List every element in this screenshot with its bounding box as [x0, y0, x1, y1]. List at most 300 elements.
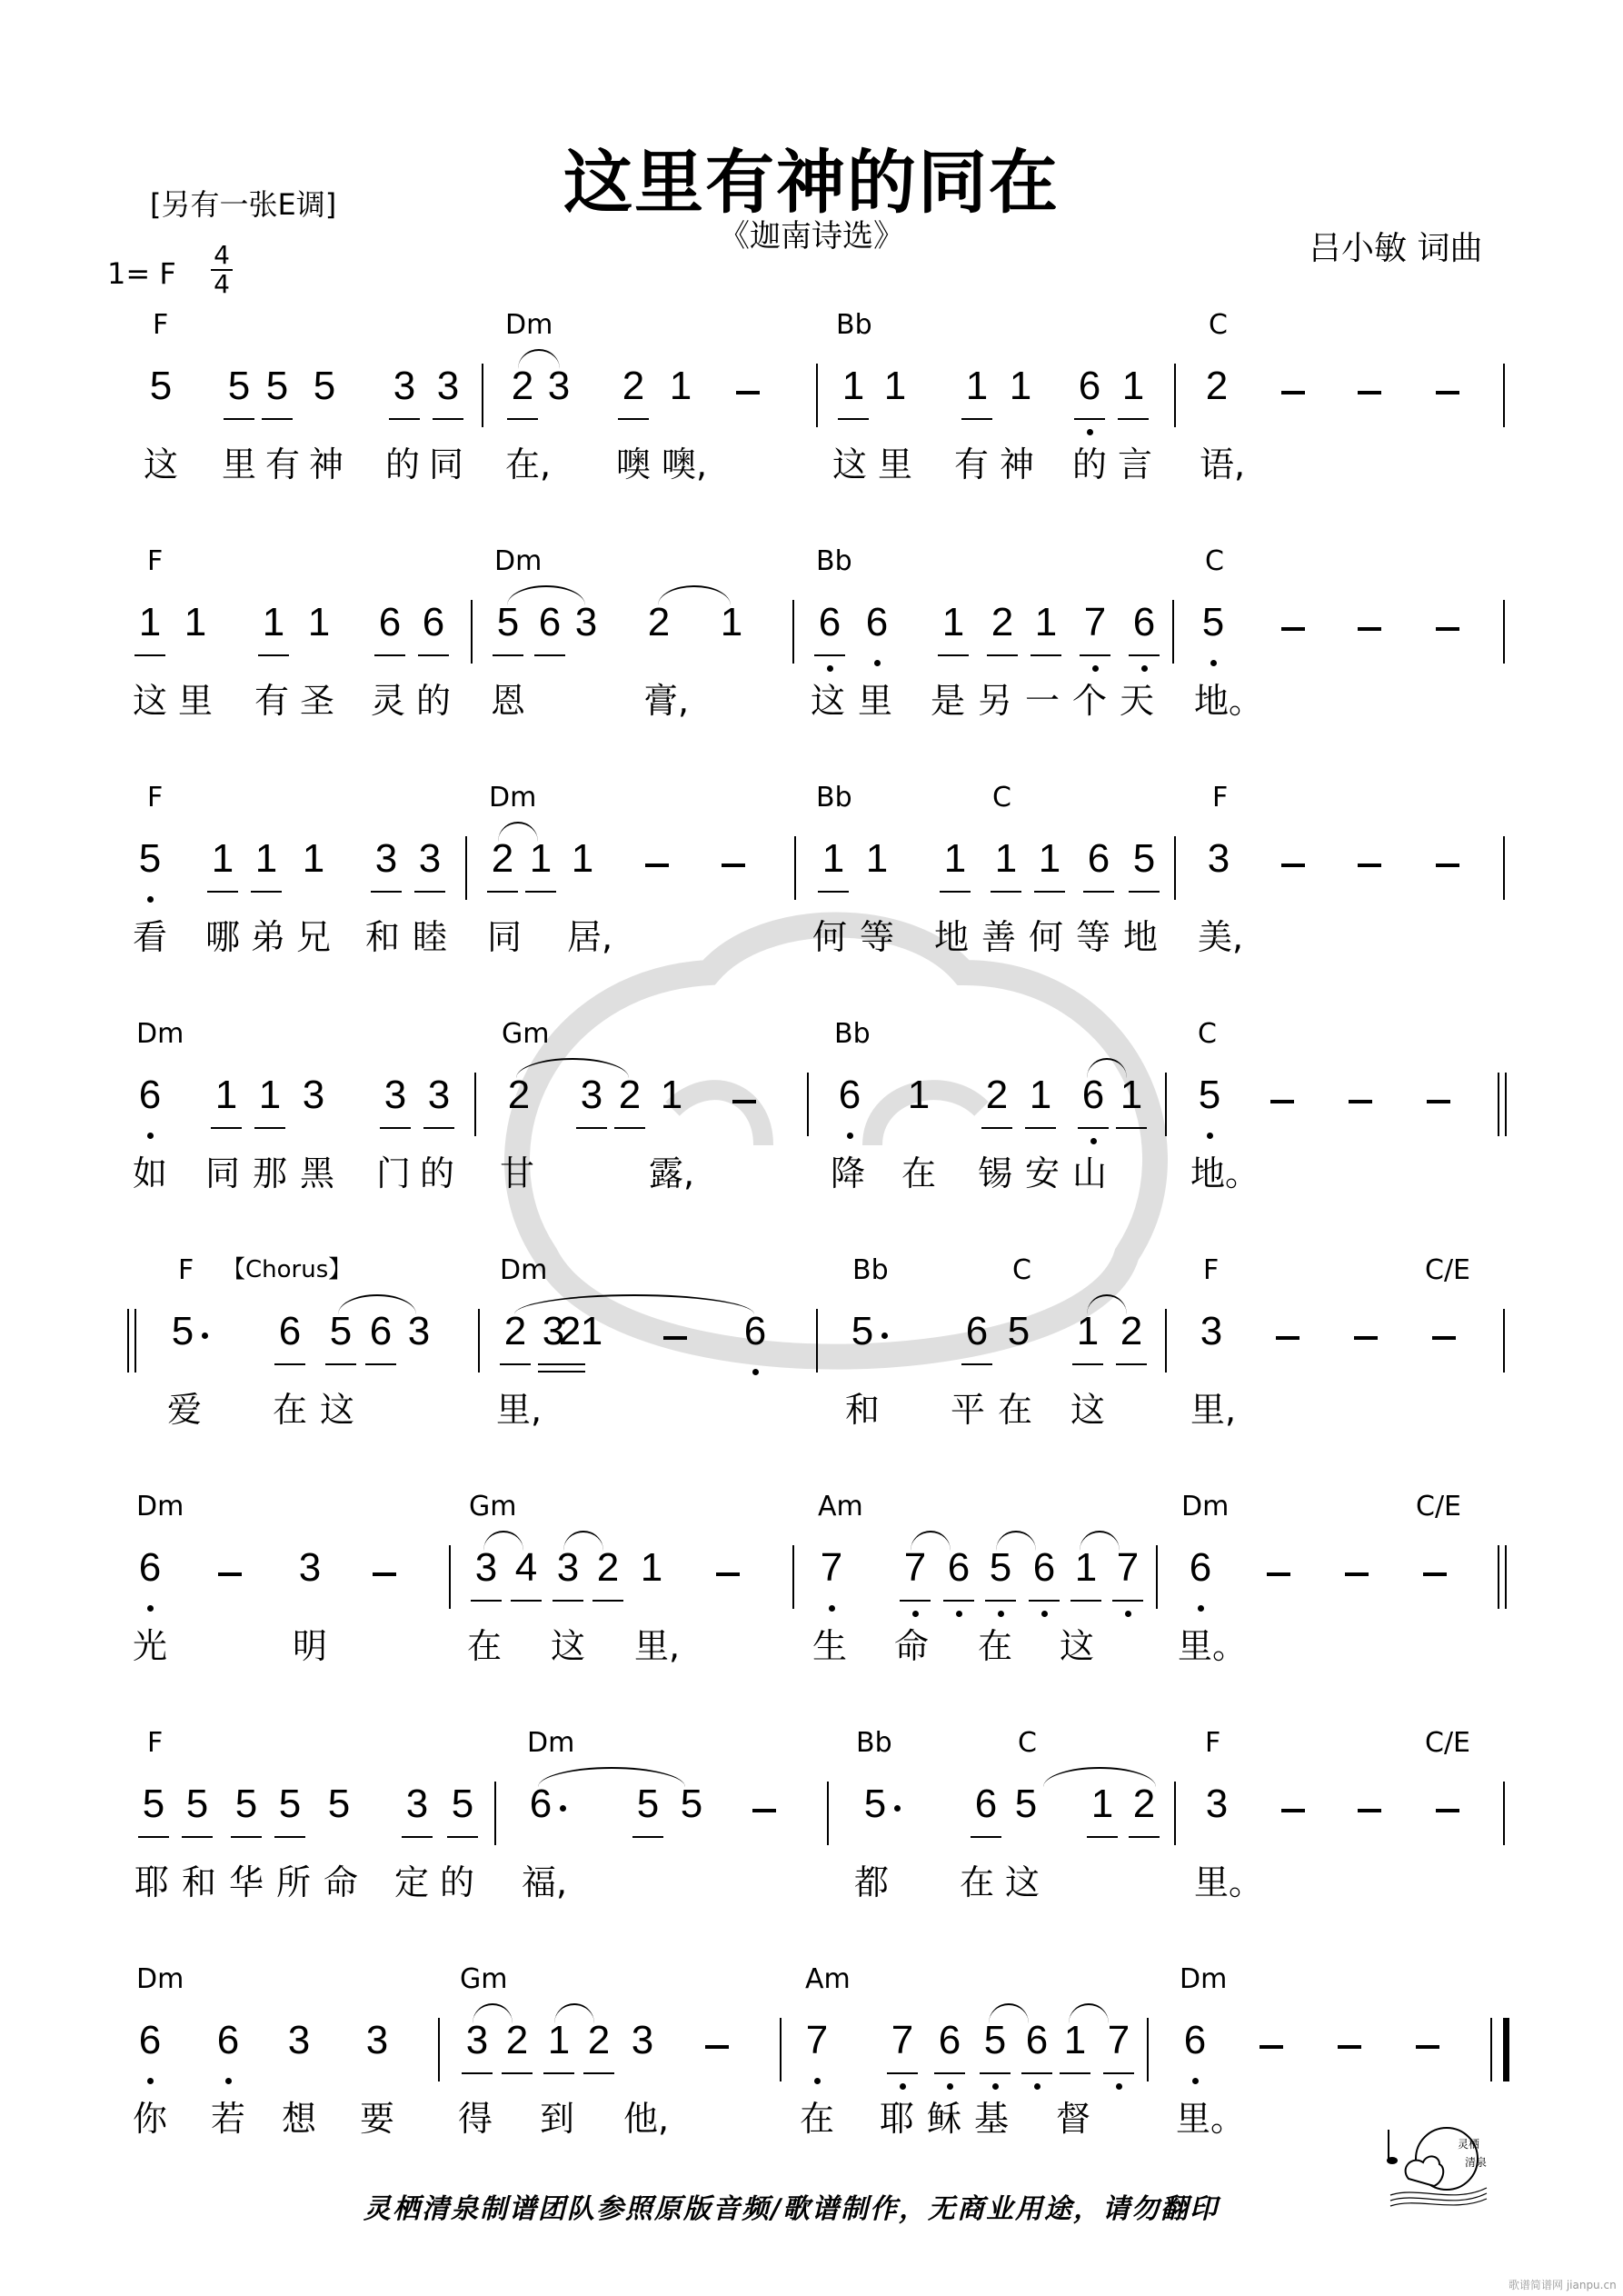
- notes: [0, 836, 1623, 918]
- sustain-dash: [1276, 1336, 1299, 1340]
- note: 6: [1085, 836, 1112, 882]
- note: 3: [631, 2018, 654, 2062]
- lyric-syllable: 露,: [649, 1153, 695, 1193]
- lyric-syllable: 同: [487, 917, 523, 957]
- sustain-dash: [732, 1100, 756, 1103]
- notes: [0, 1782, 1623, 1863]
- chord: Dm: [136, 1491, 184, 1522]
- sustain-dash: [1338, 2045, 1361, 2049]
- note: 6: [742, 1309, 769, 1354]
- chord: Dm: [489, 782, 537, 814]
- note: 1: [571, 836, 594, 881]
- chord: F: [1205, 1727, 1221, 1759]
- barline: [780, 2018, 782, 2081]
- note: 6: [836, 1073, 863, 1118]
- note: 1: [580, 1309, 603, 1353]
- lyric-syllable: 督: [1056, 2099, 1091, 2139]
- lyric-syllable: 有: [254, 681, 290, 721]
- octave-dot: [998, 1611, 1004, 1617]
- sustain-dash: [1281, 1809, 1305, 1812]
- note: 1: [545, 2018, 573, 2063]
- note: 3: [1205, 1782, 1229, 1826]
- note: 7: [1081, 600, 1109, 645]
- note: 6: [1130, 600, 1158, 645]
- score-row-8: [0, 1963, 1623, 2191]
- chord: C/E: [1425, 1727, 1471, 1759]
- lyric-syllable: 哪: [205, 917, 241, 957]
- chord: Gm: [502, 1018, 550, 1050]
- octave-dot: [912, 1611, 919, 1617]
- lyric-syllable: 爱: [167, 1390, 203, 1430]
- lyric-syllable: 得: [458, 2099, 493, 2139]
- chord: Dm: [527, 1727, 575, 1759]
- lyric-syllable: 若: [211, 2099, 246, 2139]
- lyric-syllable: 里: [178, 681, 214, 721]
- lyrics-line: [0, 436, 1623, 491]
- note: 5: [987, 1545, 1014, 1591]
- chord: C/E: [1416, 1491, 1462, 1522]
- sheep-logo-icon: [1381, 2122, 1490, 2213]
- score-row-5-chorus: [0, 1254, 1623, 1482]
- lyric-syllable: 噢: [616, 444, 652, 484]
- lyric-syllable: 福,: [522, 1862, 568, 1902]
- lyric-syllable: 耶: [880, 2099, 915, 2139]
- lyric-syllable: 里。: [1176, 2099, 1246, 2139]
- octave-dot: [1198, 1605, 1204, 1612]
- barline: [1172, 600, 1174, 664]
- sustain-dash: [1432, 1336, 1456, 1340]
- sustain-dash: [1416, 2045, 1439, 2049]
- chord: Dm: [1181, 1491, 1230, 1522]
- notes: [0, 1545, 1623, 1627]
- site-watermark: 歌谱简谱网 jianpu.cn: [1508, 2279, 1617, 2291]
- note: 5: [136, 836, 164, 882]
- footer-credit: 灵栖清泉制谱团队参照原版音频/歌谱制作，无商业用途，请勿翻印: [363, 2193, 1219, 2225]
- barline: [1147, 2018, 1149, 2081]
- note: 6: [367, 1309, 394, 1354]
- lyric-syllable: 地: [934, 917, 970, 957]
- note: 7: [803, 2018, 831, 2063]
- lyric-syllable: 到: [540, 2099, 575, 2139]
- note: 1: [1032, 600, 1060, 645]
- octave-dot: [829, 1605, 835, 1612]
- score-row-1: [0, 309, 1623, 536]
- sustain-dash: [218, 1572, 242, 1576]
- note: 6: [376, 600, 403, 645]
- lyric-syllable: 华: [229, 1862, 264, 1902]
- note: 3: [1207, 836, 1230, 881]
- sustain-dash: [1345, 1572, 1369, 1576]
- lyric-syllable: 里: [858, 681, 893, 721]
- note: 1: [136, 600, 164, 645]
- lyric-syllable: 里。: [1178, 1626, 1248, 1666]
- note: 1: [1061, 2018, 1089, 2063]
- note: 1: [820, 836, 847, 882]
- note: 5: [494, 600, 522, 645]
- sustain-dash: [1436, 1809, 1459, 1812]
- chord: Gm: [460, 1963, 508, 1995]
- chord: C: [1198, 1018, 1217, 1050]
- lyric-syllable: 这: [320, 1390, 355, 1430]
- lyric-syllable: 所: [276, 1862, 312, 1902]
- note: 6: [863, 600, 891, 645]
- lyric-syllable: 神: [309, 444, 344, 484]
- lyric-syllable: 圣: [300, 681, 335, 721]
- song-source: 《迦南诗选》: [719, 218, 904, 255]
- lyric-syllable: 的: [1072, 444, 1108, 484]
- lyric-syllable: 这: [144, 444, 179, 484]
- double-barline: [127, 1309, 136, 1373]
- lyrics-line: [0, 1854, 1623, 1909]
- chord: Bb: [816, 782, 852, 814]
- chord: F: [147, 545, 164, 577]
- lyric-syllable: 言: [1118, 444, 1153, 484]
- lyric-syllable: 是: [931, 681, 966, 721]
- note: 5: [1196, 1073, 1223, 1118]
- note: 5: [233, 1782, 260, 1827]
- barline: [1503, 1309, 1505, 1373]
- note: 6: [529, 1782, 553, 1826]
- barline: [478, 1309, 480, 1373]
- lyric-syllable: 山: [1072, 1153, 1108, 1193]
- note: 6: [214, 2018, 242, 2063]
- lyric-syllable: 你: [133, 2099, 168, 2139]
- lyric-syllable: 睦: [413, 917, 448, 957]
- note: 1: [213, 1073, 240, 1118]
- note: 1: [1009, 364, 1032, 408]
- lyric-syllable: 明: [293, 1626, 328, 1666]
- barline: [438, 2018, 440, 2081]
- note: 3: [416, 836, 443, 882]
- lyric-syllable: 他,: [623, 2099, 670, 2139]
- sustain-dash: [1260, 2045, 1283, 2049]
- note: 2: [1205, 364, 1229, 408]
- note: 1: [1118, 1073, 1145, 1118]
- lyric-syllable: 如: [133, 1153, 168, 1193]
- barline: [792, 600, 794, 664]
- lyric-syllable: 里。: [1194, 1862, 1264, 1902]
- octave-dot: [1090, 1138, 1097, 1144]
- barline: [816, 364, 818, 427]
- note: 1: [256, 1073, 284, 1118]
- lyric-syllable: 锡: [978, 1153, 1013, 1193]
- octave-dot: [1192, 2078, 1199, 2084]
- lyric-syllable: 善: [981, 917, 1017, 957]
- barline: [449, 1545, 451, 1609]
- note: 2: [556, 1309, 583, 1354]
- lyric-syllable: 命: [324, 1862, 359, 1902]
- double-barline: [1498, 1073, 1507, 1136]
- note: 3: [302, 1073, 325, 1117]
- lyric-syllable: 同: [205, 1153, 241, 1193]
- barline: [1174, 364, 1176, 427]
- note: 3: [578, 1073, 605, 1118]
- lyric-syllable: 在: [800, 2099, 835, 2139]
- note: 1: [907, 1073, 931, 1117]
- note: 3: [547, 364, 571, 408]
- lyric-syllable: 黑: [300, 1153, 335, 1193]
- chord: F: [147, 782, 164, 814]
- note: 5: [171, 1309, 194, 1353]
- octave-dot: [225, 2078, 232, 2084]
- octave-dot: [1125, 1611, 1131, 1617]
- note: 3: [382, 1073, 409, 1118]
- lyric-syllable: 地。: [1190, 1153, 1260, 1193]
- lyric-syllable: 这: [133, 681, 168, 721]
- lyric-syllable: 的: [416, 681, 452, 721]
- barline: [465, 836, 467, 900]
- note: 6: [136, 1073, 164, 1118]
- octave-dot: [1092, 665, 1099, 672]
- note: 1: [253, 836, 280, 882]
- note: 3: [407, 1309, 431, 1353]
- note: 2: [594, 1545, 622, 1591]
- note: 3: [540, 1309, 567, 1354]
- octave-dot: [147, 1133, 154, 1139]
- lyric-syllable: 和: [182, 1862, 217, 1902]
- note: 2: [489, 836, 516, 882]
- sustain-dash: [1281, 391, 1305, 394]
- lyric-syllable: 何: [812, 917, 848, 957]
- note: 6: [420, 600, 447, 645]
- chord: C: [1209, 309, 1228, 341]
- note: 5: [1200, 600, 1227, 645]
- note: 1: [209, 836, 236, 882]
- note: 6: [963, 1309, 991, 1354]
- lyric-syllable: 个: [1072, 681, 1108, 721]
- note: 3: [434, 364, 462, 409]
- lyric-syllable: 都: [854, 1862, 890, 1902]
- lyrics-line: [0, 2091, 1623, 2145]
- barline: [471, 600, 473, 664]
- note: 7: [889, 2018, 916, 2063]
- note: 5: [449, 1782, 476, 1827]
- sustain-dash: [373, 1572, 396, 1576]
- note: 5: [327, 1782, 351, 1826]
- sustain-dash: [663, 1336, 687, 1340]
- notes: [0, 364, 1623, 445]
- note: 5: [184, 1782, 211, 1827]
- lyric-syllable: 看: [133, 917, 168, 957]
- octave-dot: [1116, 2083, 1122, 2090]
- lyric-syllable: 在: [998, 1390, 1033, 1430]
- barline: [1174, 1782, 1176, 1845]
- note: 6: [936, 2018, 963, 2063]
- chord: C: [1012, 1254, 1031, 1286]
- note: 5: [140, 1782, 167, 1827]
- barline: [816, 1309, 818, 1373]
- sustain-dash: [752, 1809, 776, 1812]
- chord: Bb: [856, 1727, 892, 1759]
- augmentation-dot: [202, 1333, 208, 1339]
- lyric-syllable: 门: [376, 1153, 412, 1193]
- note: 1: [260, 600, 287, 645]
- lyrics-line: [0, 1382, 1623, 1436]
- lyric-syllable: 膏,: [643, 681, 690, 721]
- lyric-syllable: 在: [273, 1390, 308, 1430]
- note: 5: [1130, 836, 1158, 882]
- lyric-syllable: 稣: [927, 2099, 962, 2139]
- note: 1: [1027, 1073, 1054, 1118]
- barline: [494, 1782, 496, 1845]
- note: 2: [989, 600, 1016, 645]
- note: 1: [1036, 836, 1063, 882]
- octave-dot: [947, 2083, 953, 2090]
- barline: [1503, 364, 1505, 427]
- sustain-dash: [1267, 1572, 1290, 1576]
- note: 5: [680, 1782, 703, 1826]
- note: 2: [983, 1073, 1011, 1118]
- section-label-chorus: 【Chorus】: [222, 1256, 353, 1283]
- notes: [0, 2018, 1623, 2100]
- lyric-syllable: 何: [1029, 917, 1064, 957]
- note: 1: [883, 364, 907, 408]
- score-row-3: [0, 782, 1623, 1009]
- note: 6: [136, 2018, 164, 2063]
- lyric-syllable: 天: [1120, 681, 1155, 721]
- lyric-syllable: 神: [1000, 444, 1035, 484]
- chord: Bb: [836, 309, 872, 341]
- sustain-dash: [1281, 863, 1305, 867]
- note: 1: [184, 600, 207, 644]
- lyric-syllable: 有: [265, 444, 301, 484]
- chord: Dm: [1180, 1963, 1228, 1995]
- note: 3: [473, 1545, 500, 1591]
- chord: C/E: [1425, 1254, 1471, 1286]
- lyric-syllable: 在: [467, 1626, 503, 1666]
- lyric-syllable: 里: [878, 444, 913, 484]
- note: 2: [1118, 1309, 1145, 1354]
- barline: [1503, 600, 1505, 664]
- note: 1: [660, 1073, 683, 1117]
- note: 5: [634, 1782, 662, 1827]
- note: 6: [276, 1309, 304, 1354]
- octave-dot: [147, 896, 154, 903]
- note: 3: [373, 836, 400, 882]
- note: 7: [901, 1545, 929, 1591]
- time-signature: 4 4: [211, 244, 233, 296]
- lyric-syllable: 同: [429, 444, 464, 484]
- notes: [0, 1073, 1623, 1154]
- sustain-dash: [1436, 391, 1459, 394]
- note: 1: [640, 1545, 663, 1590]
- final-barline: [1490, 2018, 1509, 2081]
- note: 3: [403, 1782, 431, 1827]
- octave-dot: [814, 2078, 821, 2084]
- note: 6: [1023, 2018, 1050, 2063]
- barline: [792, 1545, 794, 1609]
- sustain-dash: [1358, 1809, 1381, 1812]
- lyric-syllable: 这: [832, 444, 868, 484]
- sustain-dash: [1436, 863, 1459, 867]
- chord: F: [1212, 782, 1229, 814]
- sustain-dash: [1358, 627, 1381, 631]
- note: 3: [391, 364, 418, 409]
- note: 2: [620, 364, 647, 409]
- lyric-syllable: 这: [551, 1626, 586, 1666]
- note: 6: [1181, 2018, 1209, 2063]
- lyric-syllable: 居,: [567, 917, 613, 957]
- svg-text:灵栖: 灵栖: [1458, 2138, 1480, 2151]
- lyric-syllable: 的: [440, 1862, 475, 1902]
- octave-dot: [1041, 1611, 1048, 1617]
- lyric-syllable: 这: [1070, 1390, 1106, 1430]
- note: 1: [1089, 1782, 1116, 1827]
- note: 5: [225, 364, 253, 409]
- note: 5: [863, 1782, 887, 1826]
- note: 2: [507, 1073, 531, 1117]
- note: 1: [865, 836, 889, 881]
- lyric-syllable: 在: [960, 1862, 995, 1902]
- chord: Dm: [494, 545, 543, 577]
- barline: [1503, 1782, 1505, 1845]
- octave-dot: [147, 2078, 154, 2084]
- lyrics-line: [0, 1145, 1623, 1200]
- lyric-syllable: 基: [974, 2099, 1010, 2139]
- chord: Am: [818, 1491, 863, 1522]
- chord: Bb: [834, 1018, 871, 1050]
- lyric-syllable: 兄: [296, 917, 332, 957]
- chord: Bb: [816, 545, 852, 577]
- note: 3: [365, 2018, 389, 2062]
- lyric-syllable: 有: [954, 444, 990, 484]
- chord: C: [992, 782, 1011, 814]
- score-row-2: [0, 545, 1623, 773]
- barline: [1165, 1309, 1167, 1373]
- note: 5: [851, 1309, 874, 1353]
- note: 5: [1007, 1309, 1031, 1353]
- note: 5: [264, 364, 291, 409]
- chord: F: [147, 1727, 164, 1759]
- note: 2: [502, 1309, 529, 1354]
- note: 1: [302, 836, 325, 881]
- barline: [1174, 836, 1176, 900]
- note: 2: [647, 600, 671, 644]
- lyric-syllable: 另: [978, 681, 1013, 721]
- lyric-syllable: 这: [1060, 1626, 1095, 1666]
- lyric-syllable: 光: [133, 1626, 168, 1666]
- lyrics-line: [0, 673, 1623, 727]
- note: 5: [981, 2018, 1009, 2063]
- lyric-syllable: 地: [1123, 917, 1159, 957]
- octave-dot: [1207, 1133, 1213, 1139]
- lyric-syllable: 噢,: [662, 444, 708, 484]
- octave-dot: [1141, 665, 1148, 672]
- octave-dot: [1210, 660, 1217, 666]
- lyric-syllable: 美,: [1198, 917, 1244, 957]
- barline: [1165, 1073, 1167, 1136]
- lyric-syllable: 一: [1025, 681, 1060, 721]
- sustain-dash: [705, 2045, 729, 2049]
- note: 7: [818, 1545, 845, 1591]
- lyric-syllable: 这: [811, 681, 846, 721]
- lyric-syllable: 平: [951, 1390, 986, 1430]
- lyric-syllable: 安: [1025, 1153, 1060, 1193]
- octave-dot: [752, 1369, 759, 1375]
- note: 3: [425, 1073, 453, 1118]
- note: 4: [513, 1545, 540, 1591]
- svg-text:清泉: 清泉: [1465, 2156, 1488, 2169]
- lyric-syllable: 和: [845, 1390, 881, 1430]
- double-barline: [1498, 1545, 1507, 1609]
- note: 6: [1187, 1545, 1214, 1591]
- octave-dot: [874, 660, 881, 666]
- sustain-dash: [1427, 1100, 1450, 1103]
- octave-dot: [900, 2083, 906, 2090]
- octave-dot: [847, 1133, 853, 1139]
- note: 1: [307, 600, 331, 644]
- octave-dot: [992, 2083, 999, 2090]
